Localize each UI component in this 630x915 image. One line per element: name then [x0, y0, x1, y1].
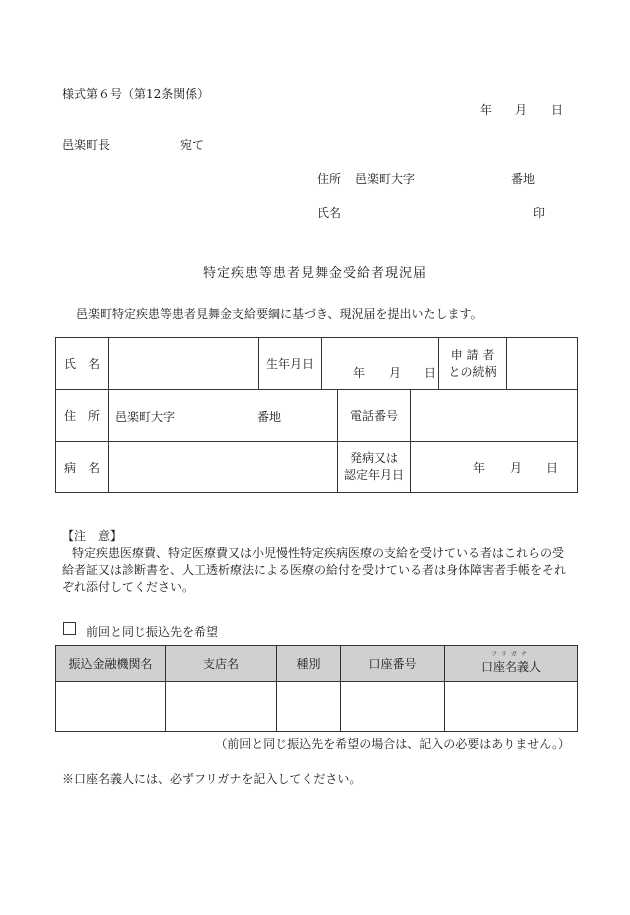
birth-day-label: 日: [424, 366, 437, 380]
holder-furigana: フリガナ: [491, 651, 531, 658]
institution-input-cell[interactable]: [56, 682, 166, 732]
onset-month-label: 月: [510, 461, 523, 475]
birth-year-label: 年: [353, 366, 366, 380]
birthdate-input-cell[interactable]: [322, 338, 439, 390]
applicant-address-label: 住所: [317, 172, 342, 186]
document-title: 特定疾患等患者見舞金受給者現況届: [202, 266, 427, 281]
holder-label: 口座名義人: [480, 660, 541, 674]
bank-table: [55, 645, 578, 732]
address-label-cell: 住 所: [56, 390, 109, 442]
date-year-label: 年: [480, 103, 493, 117]
relation-label-cell: [439, 338, 507, 390]
col-branch-header: 支店名: [166, 646, 277, 682]
address-banchi: 番地: [257, 410, 282, 424]
form-number: 様式第６号（第12条関係）: [62, 87, 210, 101]
phone-label-cell: 電話番号: [338, 390, 411, 442]
col-type-header: 種別: [277, 646, 341, 682]
relation-label-line1: 申 請 者: [450, 347, 495, 362]
seal-mark: 印: [533, 206, 546, 220]
intro-text: 邑楽町特定疾患等患者見舞金支給要綱に基づき、現況届を提出いたします。: [76, 307, 483, 321]
address-input-cell[interactable]: [109, 390, 338, 442]
bank-footnote: （前回と同じ振込先を希望の場合は、記入の必要はありません。）: [215, 737, 570, 751]
same-account-checkbox[interactable]: [63, 622, 76, 635]
same-account-label: 前回と同じ振込先を希望: [86, 625, 219, 639]
addressee-suffix: 宛て: [180, 138, 205, 152]
name-label-cell: 氏 名: [56, 338, 109, 390]
col-account-number-header: 口座番号: [341, 646, 445, 682]
relation-label-line2: との続柄: [448, 364, 497, 379]
col-holder-header: [445, 646, 578, 682]
birthdate-label-cell: 生年月日: [259, 338, 322, 390]
notice-heading: 【注 意】: [62, 529, 123, 543]
relation-input-cell[interactable]: [507, 338, 578, 390]
onset-label-line1: 発病又は: [349, 451, 398, 465]
branch-input-cell[interactable]: [166, 682, 277, 732]
onset-label-line2: 認定年月日: [343, 468, 404, 482]
type-input-cell[interactable]: [277, 682, 341, 732]
onset-day-label: 日: [546, 461, 559, 475]
onset-label-cell: [338, 442, 411, 493]
name-input-cell[interactable]: [109, 338, 259, 390]
disease-label-cell: 病 名: [56, 442, 109, 493]
notice-line-1: 特定疾患医療費、特定医療費又は小児慢性特定疾病医療の支給を受けている者はこれらの受: [72, 546, 565, 560]
birth-month-label: 月: [389, 366, 402, 380]
col-institution-header: 振込金融機関名: [56, 646, 166, 682]
holder-input-cell[interactable]: [445, 682, 578, 732]
applicant-table: [55, 337, 578, 493]
phone-input-cell[interactable]: [411, 390, 578, 442]
applicant-address-value: 邑楽町大字: [355, 172, 416, 186]
onset-input-cell[interactable]: [411, 442, 578, 493]
applicant-name-label: 氏名: [317, 206, 342, 220]
date-month-label: 月: [515, 103, 528, 117]
address-value: 邑楽町大字: [115, 410, 176, 424]
furigana-note: ※口座名義人には、必ずフリガナを記入してください。: [62, 772, 362, 786]
onset-year-label: 年: [473, 461, 486, 475]
disease-input-cell[interactable]: [109, 442, 338, 493]
date-day-label: 日: [551, 103, 564, 117]
account-number-input-cell[interactable]: [341, 682, 445, 732]
addressee-town: 邑楽町長: [62, 138, 111, 152]
notice-line-3: ぞれ添付してください。: [62, 580, 195, 594]
applicant-address-banchi: 番地: [511, 172, 536, 186]
notice-line-2: 給者証又は診断書を、人工透析療法による医療の給付を受けている者は身体障害者手帳をそれ: [62, 563, 567, 577]
